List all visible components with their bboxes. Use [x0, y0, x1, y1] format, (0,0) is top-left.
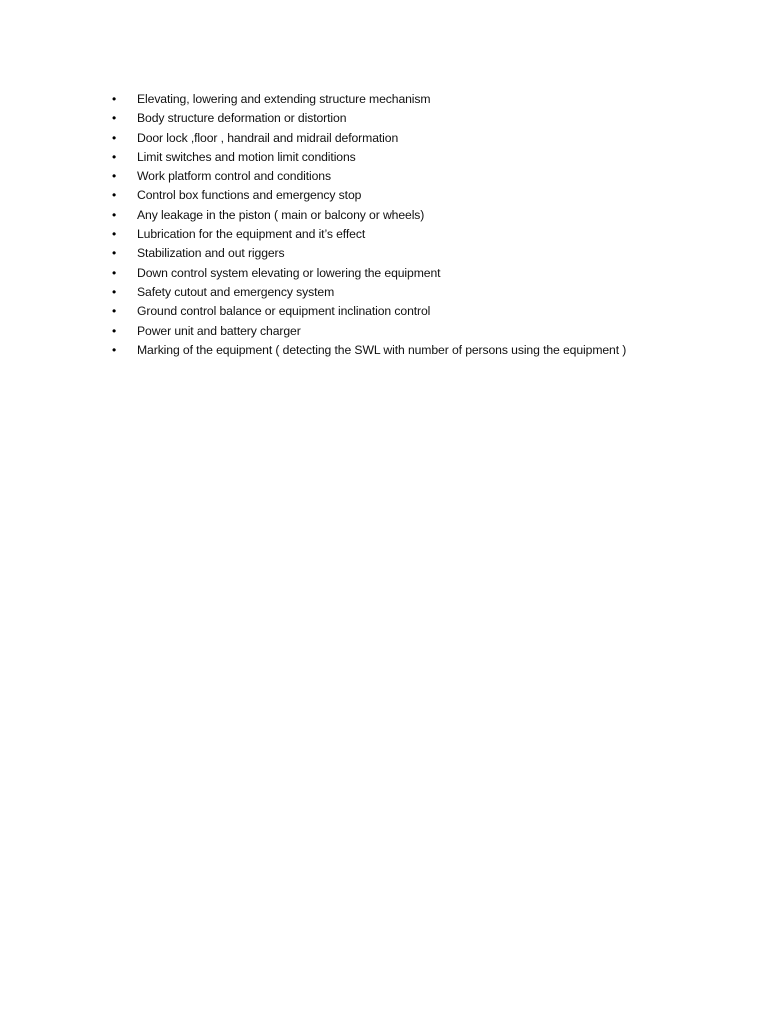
list-item	[110, 246, 730, 265]
bullet-icon: •	[112, 169, 117, 184]
list-item-text: Ground control balance or equipment inclination control	[137, 304, 431, 319]
bullet-icon: •	[112, 323, 117, 338]
bullet-icon: •	[112, 207, 117, 222]
bullet-icon: •	[112, 342, 117, 357]
list-item-text: Stabilization and out riggers	[137, 246, 285, 261]
bullet-icon: •	[112, 111, 117, 126]
list-item	[110, 324, 730, 343]
bullet-icon: •	[112, 246, 117, 261]
list-item	[110, 304, 730, 323]
list-item-text: Control box functions and emergency stop	[137, 188, 362, 203]
bullet-icon: •	[112, 227, 117, 242]
list-item-text: Safety cutout and emergency system	[137, 284, 335, 299]
list-item-text: Body structure deformation or distortion	[137, 111, 347, 126]
list-item-text: Lubrication for the equipment and it’s effect	[137, 227, 366, 242]
list-item-text: Any leakage in the piston ( main or balcony or wheels)	[137, 207, 425, 222]
list-item	[110, 285, 730, 304]
list-item-text: Power unit and battery charger	[137, 323, 301, 338]
bullet-icon: •	[112, 92, 117, 106]
list-item-text: Door lock ,floor , handrail and midrail deformation	[137, 130, 399, 145]
bullet-icon: •	[112, 188, 117, 203]
list-item	[110, 266, 730, 285]
list-item-text: Down control system elevating or lowering the equipment	[137, 265, 441, 280]
list-item	[110, 343, 730, 362]
bullet-icon: •	[112, 149, 117, 164]
list-item-text: Marking of the equipment ( detecting the SWL with number of persons using the equipment )	[137, 342, 627, 357]
bullet-icon: •	[112, 284, 117, 299]
list-item-text: Work platform control and conditions	[137, 169, 331, 184]
list-item-text: Limit switches and motion limit conditions	[137, 149, 356, 164]
list-item	[110, 92, 730, 111]
list-item	[110, 169, 730, 188]
list-item	[110, 111, 730, 130]
list-item	[110, 227, 730, 246]
bullet-icon: •	[112, 130, 117, 145]
list-item	[110, 150, 730, 169]
bullet-icon: •	[112, 265, 117, 280]
list-item	[110, 131, 730, 150]
list-item	[110, 188, 730, 207]
inspection-checklist	[110, 92, 730, 362]
list-item	[110, 208, 730, 227]
list-item-text: Elevating, lowering and extending structure mechanism	[137, 92, 431, 106]
bullet-icon: •	[112, 304, 117, 319]
